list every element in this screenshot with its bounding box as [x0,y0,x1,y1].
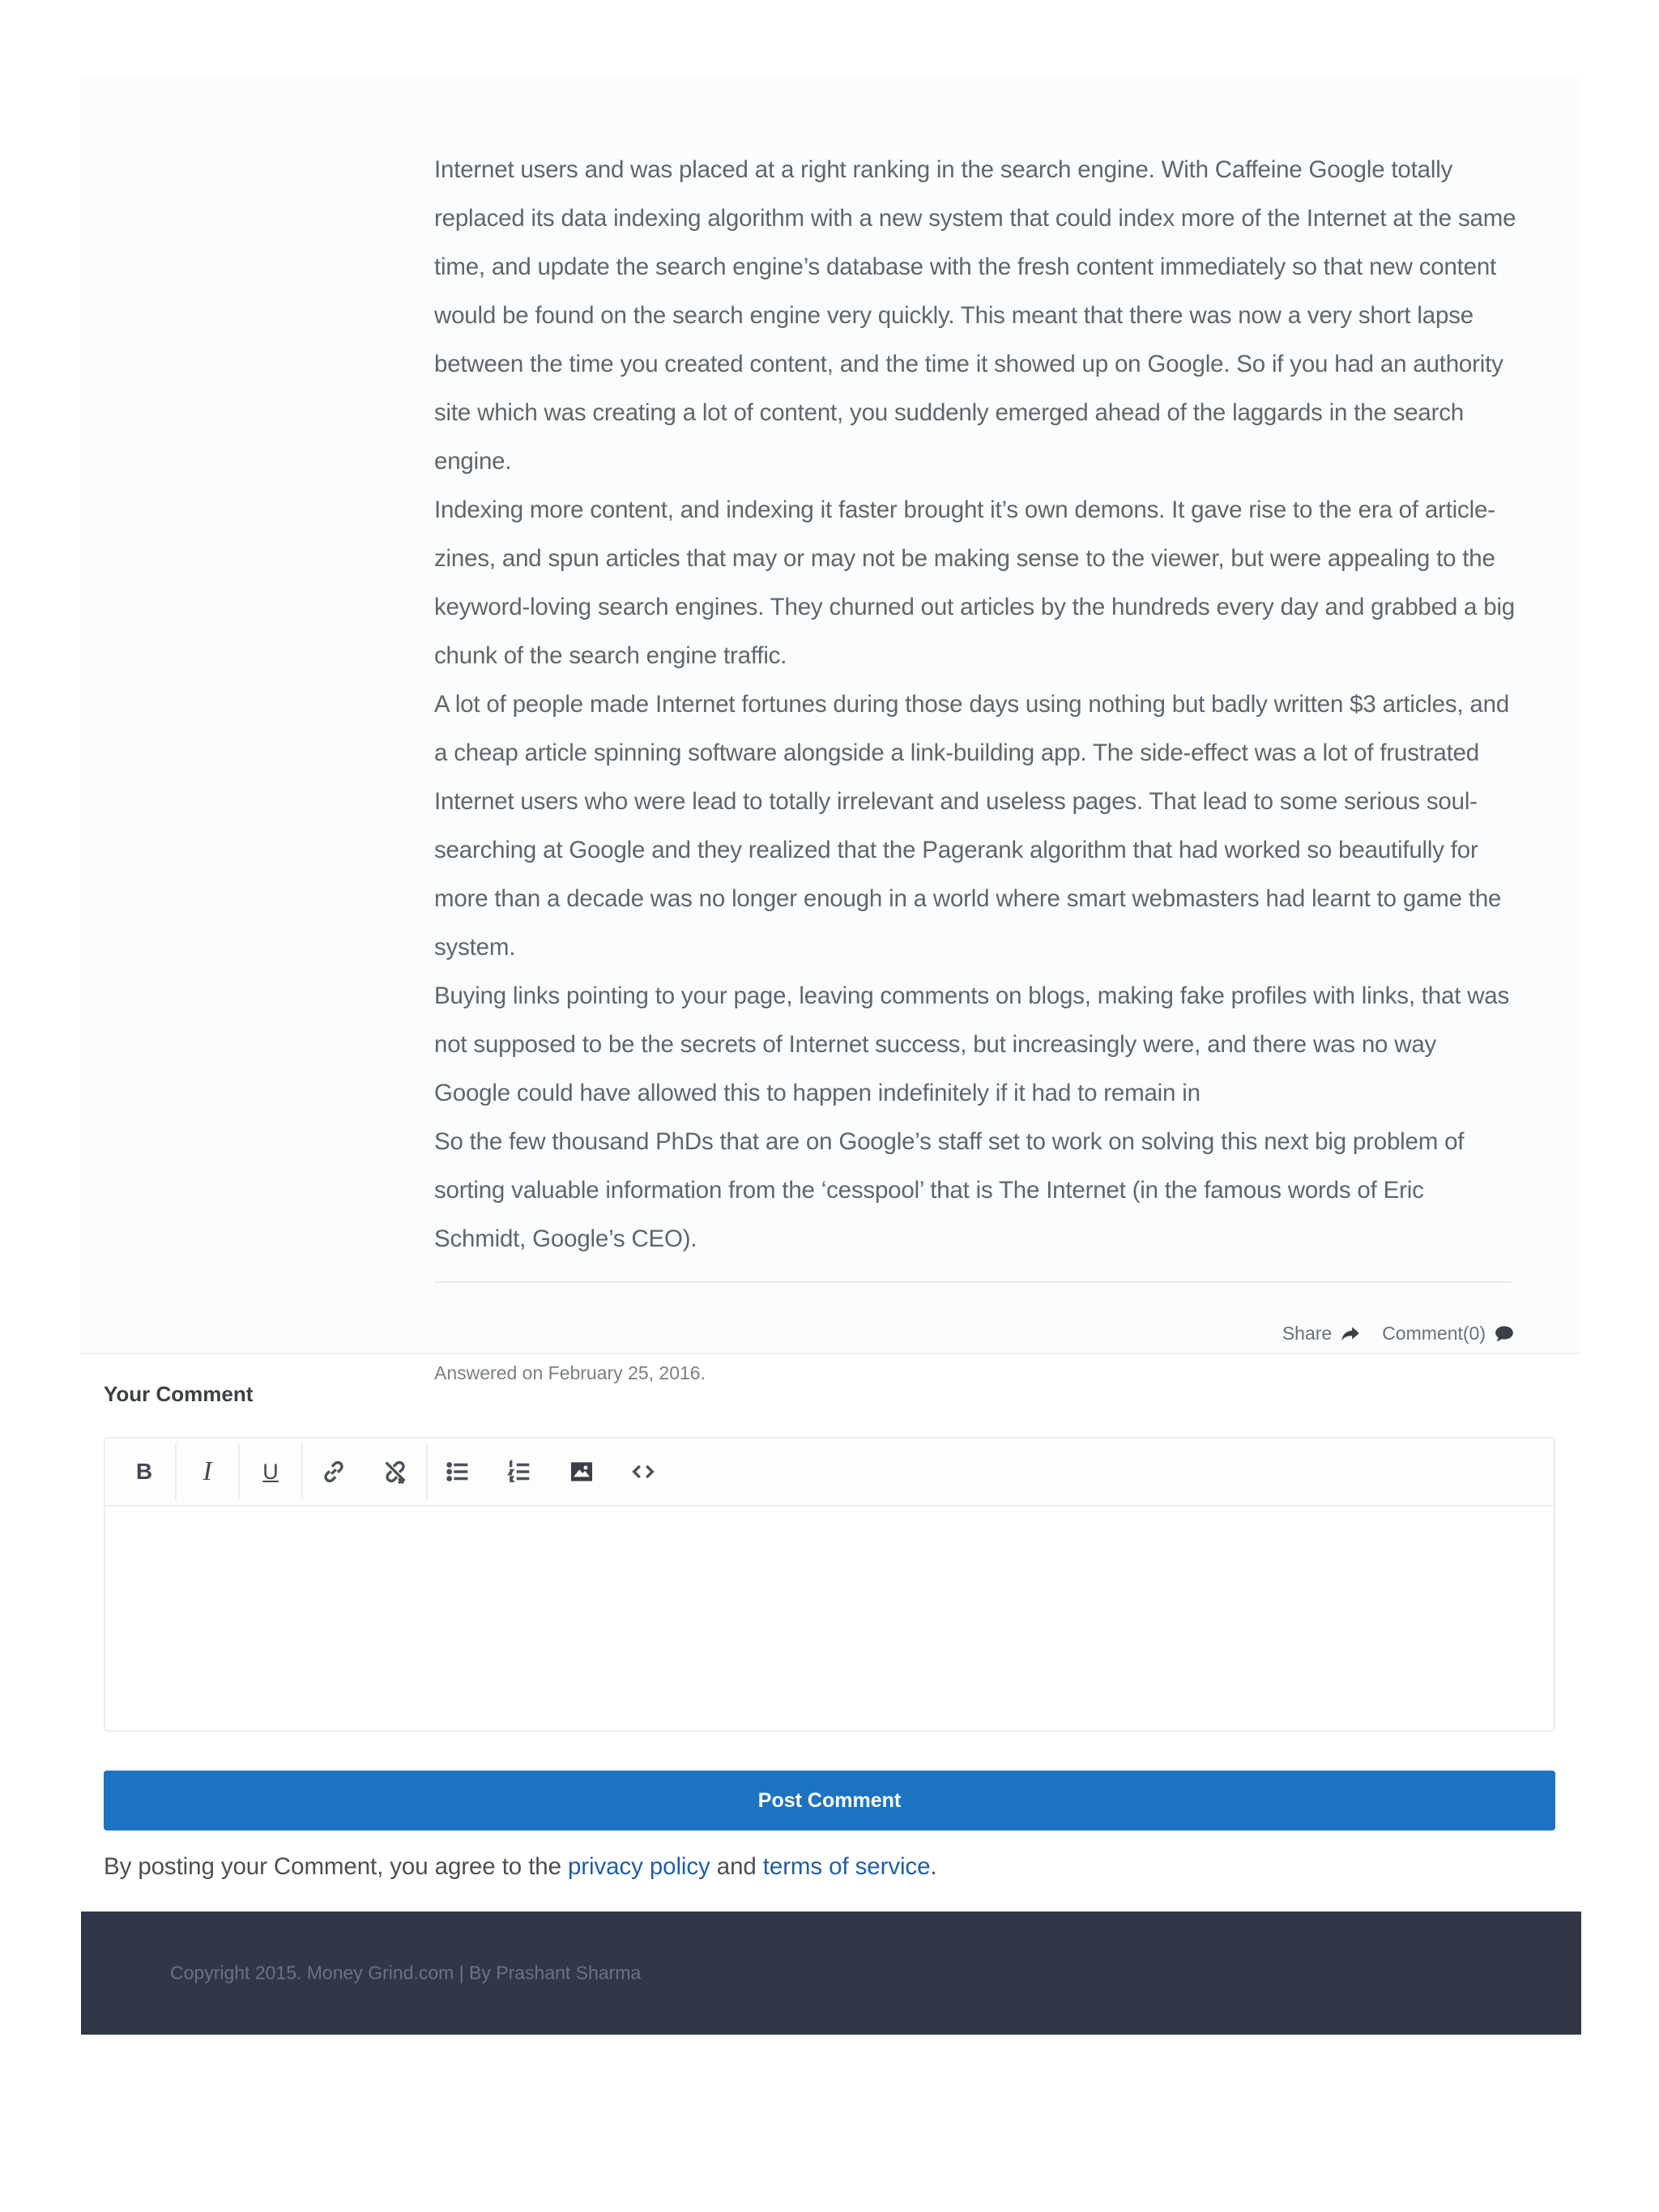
share-label: Share [1282,1322,1333,1344]
underline-button[interactable] [240,1446,301,1498]
link-icon [320,1458,348,1485]
agreement-middle: and [710,1853,763,1880]
italic-button[interactable] [177,1446,238,1498]
share-button[interactable] [1282,1323,1361,1345]
unlink-icon [382,1458,409,1485]
answer-card [81,78,1581,1383]
code-button[interactable] [612,1446,674,1498]
bold-icon: B [135,1459,153,1484]
image-icon [568,1458,595,1485]
post-comment-button[interactable]: Post Comment [104,1771,1555,1831]
editor-toolbar [105,1438,1554,1507]
answer-paragraph: So the few thousand PhDs that are on Google’s staff set to work on solving this next big problem of sorting valuable information from the ‘cesspool’ that is The Internet (in the famous words of Eric Schmidt, Google’s CEO). [434,1128,1465,1252]
comment-editor [104,1437,1555,1732]
numbered-list-icon [506,1458,534,1485]
comment-count-label: Comment(0) [1382,1322,1486,1344]
answer-paragraph: Buying links pointing to your page, leaving comments on blogs, making fake profiles with links, that was not supposed to be the secrets of Internet success, but increasingly were, and there was no way Google could have allowed this to happen indefinitely if it had to remain in [434,982,1510,1106]
comment-section-title: Your Comment [104,1382,254,1406]
numbered-list-button[interactable] [489,1446,551,1498]
answer-body [434,146,1516,1264]
answer-divider [434,1281,1512,1283]
terms-of-service-link[interactable]: terms of service [762,1853,931,1880]
footer-copyright: Copyright 2015. Money Grind.com | By Prashant Sharma [170,1962,642,1984]
speech-bubble-icon [1494,1323,1515,1344]
insert-link-button[interactable] [303,1446,365,1498]
answer-actions [1247,1317,1515,1349]
code-icon [629,1458,657,1485]
agreement-text [104,1853,937,1881]
answered-date: Answered on February 25, 2016. [434,1362,706,1383]
bullet-list-button[interactable] [428,1446,489,1498]
agreement-suffix: . [930,1853,937,1880]
answer-paragraph: A lot of people made Internet fortunes during those days using nothing but badly written $3 articles, and a cheap article spinning software alongside a link-building app. The side-effect was a lot of frustrated Internet users who were lead to totally irrelevant and useless pages. That lead to some serious soul-searching at Google and they realized that the Pagerank algorithm that had worked so beautifully for more than a decade was no longer enough in a world where smart webmasters had learnt to game the system. [434,691,1510,961]
italic-icon: I [203,1456,212,1486]
insert-image-button[interactable] [551,1446,612,1498]
bold-button[interactable] [113,1446,175,1498]
underline-icon: U [262,1459,279,1484]
remove-link-button[interactable] [365,1446,426,1498]
answer-paragraph: Internet users and was placed at a right ranking in the search engine. With Caffeine Google totally replaced its data indexing algorithm with a new system that could index more of the Internet at the same time, and update the search engine’s database with the fresh content immediately so that new content would be found on the search engine very quickly. This meant that there was now a very short lapse between the time you created content, and the time it showed up on Google. So if you had an authority site which was creating a lot of content, you suddenly emerged ahead of the laggards in the search engine. [434,156,1516,475]
agreement-prefix: By posting your Comment, you agree to the [104,1853,568,1880]
footer [81,1912,1581,2035]
privacy-policy-link[interactable]: privacy policy [568,1853,710,1880]
comment-text-area[interactable] [105,1507,1554,1732]
share-arrow-icon [1340,1323,1361,1344]
answer-paragraph: Indexing more content, and indexing it faster brought it’s own demons. It gave rise to the era of article-zines, and spun articles that may or may not be making sense to the viewer, but were appealing to the keyword-loving search engines. They churned out articles by the hundreds every day and grabbed a big chunk of the search engine traffic. [434,497,1516,669]
comment-button[interactable] [1382,1323,1515,1345]
bullet-list-icon [445,1458,472,1485]
